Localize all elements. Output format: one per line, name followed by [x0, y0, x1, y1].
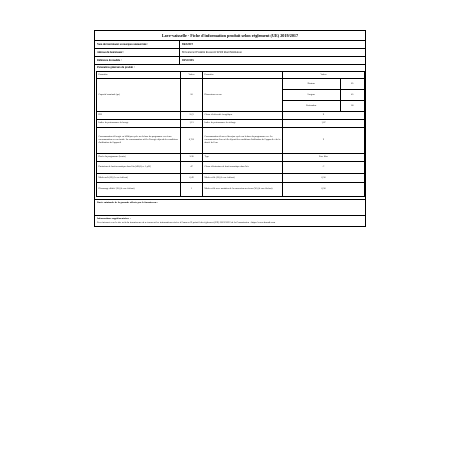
- value-noise-class: C: [283, 162, 365, 174]
- value-duration: 3:30: [181, 154, 203, 162]
- table-row: [97, 112, 365, 120]
- guarantee-section: [95, 199, 365, 215]
- general-parameters-title: Paramètres généraux du produit :: [97, 66, 135, 69]
- dim-height-value: 85: [340, 79, 364, 90]
- param-energy-consumption: Consommation d'énergie en kWh/par cycle sur la base du programme eco à une consommation en eau froide. La consommation réelle d'énergie dépend des conditions d'utilisation de l'appareil: [97, 128, 181, 154]
- value-noise: 47: [181, 162, 203, 174]
- param-noise: Émissions de bruit acoustique dans l'air [dB(A) re 1 pW]: [97, 162, 181, 174]
- address-label: Adresse du fournisseur :: [97, 51, 125, 54]
- param-type: Type: [203, 154, 283, 162]
- supplier-row: [95, 41, 365, 49]
- dim-depth-value: 60: [340, 101, 364, 112]
- header-value-2: Valeur: [283, 72, 365, 79]
- table-header-row: [97, 72, 365, 79]
- model-label: Référence du modèle :: [97, 59, 122, 62]
- parameters-table: [96, 71, 365, 197]
- dim-width-value: 45: [340, 90, 364, 101]
- param-standby-mode: Mode veille (W) (le cas échéant): [203, 174, 283, 183]
- product-information-sheet: [94, 30, 366, 227]
- param-duration: Durée du programme (h:min): [97, 154, 181, 162]
- param-delay-start: Démarrage différé (W) (le cas échéant): [97, 183, 181, 197]
- supplier-value: BRANDT: [179, 41, 365, 48]
- value-drying-index: 1,07: [283, 120, 365, 128]
- extra-info-text: Lien internet vers le site web du fournisseur où se trouvent les informations visées à l'annexe II point 6 du règlement (UE) 2019/2022 de la Commission : https://www.brandt.com: [97, 221, 276, 224]
- guarantee-title: Durée minimale de la garantie offerte par le fournisseur :: [97, 201, 159, 204]
- header-param-2: Paramètre: [203, 72, 283, 79]
- supplier-label: Nom du fournisseur ou marque commerciale :: [97, 43, 149, 46]
- model-row: [95, 57, 365, 65]
- address-value: 89 boulevard Franklin Roosevelt 92500 Rueil Malmaison: [179, 49, 365, 56]
- dim-depth-label: Profondeur: [283, 101, 340, 112]
- extra-info-section: [95, 215, 365, 226]
- value-standby-mode: 0,50: [283, 174, 365, 183]
- param-cleaning-index: Indice de performance de lavage: [97, 120, 181, 128]
- table-row: [97, 120, 365, 128]
- value-iee: 55,9: [181, 112, 203, 120]
- address-row: [95, 49, 365, 57]
- value-networked-standby: 0,50: [283, 183, 365, 197]
- model-value: DFS1010X: [179, 57, 365, 64]
- extra-info-title: Informations supplémentaires :: [97, 217, 131, 220]
- param-dimensions: Dimensions en cm: [203, 79, 283, 112]
- param-drying-index: Indice de performance de séchage: [203, 120, 283, 128]
- table-row: [97, 162, 365, 174]
- param-energy-class: Classe d'efficacité énergétique: [203, 112, 283, 120]
- value-delay-start: 1: [181, 183, 203, 197]
- table-row: [97, 128, 365, 154]
- param-networked-standby: Mode veille avec maintien de la connexion au réseau (W) (le cas échéant): [203, 183, 283, 197]
- value-water-consumption: 9: [283, 128, 365, 154]
- param-noise-class: Classe d'émissions de bruit acoustique dans l'air: [203, 162, 283, 174]
- param-water-consumption: Consommation d'eau en litres/par cycle sur la base du programme eco. La consommation d'eau réelle dépend des conditions d'utilisation de l'appareil et de la dureté de l'eau: [203, 128, 283, 154]
- value-energy-class: E: [283, 112, 365, 120]
- header-param: Paramètre: [97, 72, 181, 79]
- table-row: [97, 154, 365, 162]
- sheet-title: Lave-vaisselle - Fiche d'information produit selon règlement (UE) 2019/2017: [95, 31, 365, 41]
- value-capacity: 10: [181, 79, 203, 112]
- param-iee: IEE: [97, 112, 181, 120]
- value-type: Pose libre: [283, 154, 365, 162]
- param-capacity: Capacité nominale (ps): [97, 79, 181, 112]
- table-row: [97, 79, 365, 112]
- table-row: [97, 174, 365, 183]
- dim-width-label: Largeur: [283, 90, 340, 101]
- dim-height-label: Hauteur: [283, 79, 340, 90]
- table-row: [97, 183, 365, 197]
- value-energy-consumption: 0,755: [181, 128, 203, 154]
- param-off-mode: Mode arrêt (W) (le cas échéant): [97, 174, 181, 183]
- header-value: Valeur: [181, 72, 203, 79]
- value-cleaning-index: 1,13: [181, 120, 203, 128]
- value-off-mode: 0,49: [181, 174, 203, 183]
- dimensions-subtable: [283, 79, 364, 111]
